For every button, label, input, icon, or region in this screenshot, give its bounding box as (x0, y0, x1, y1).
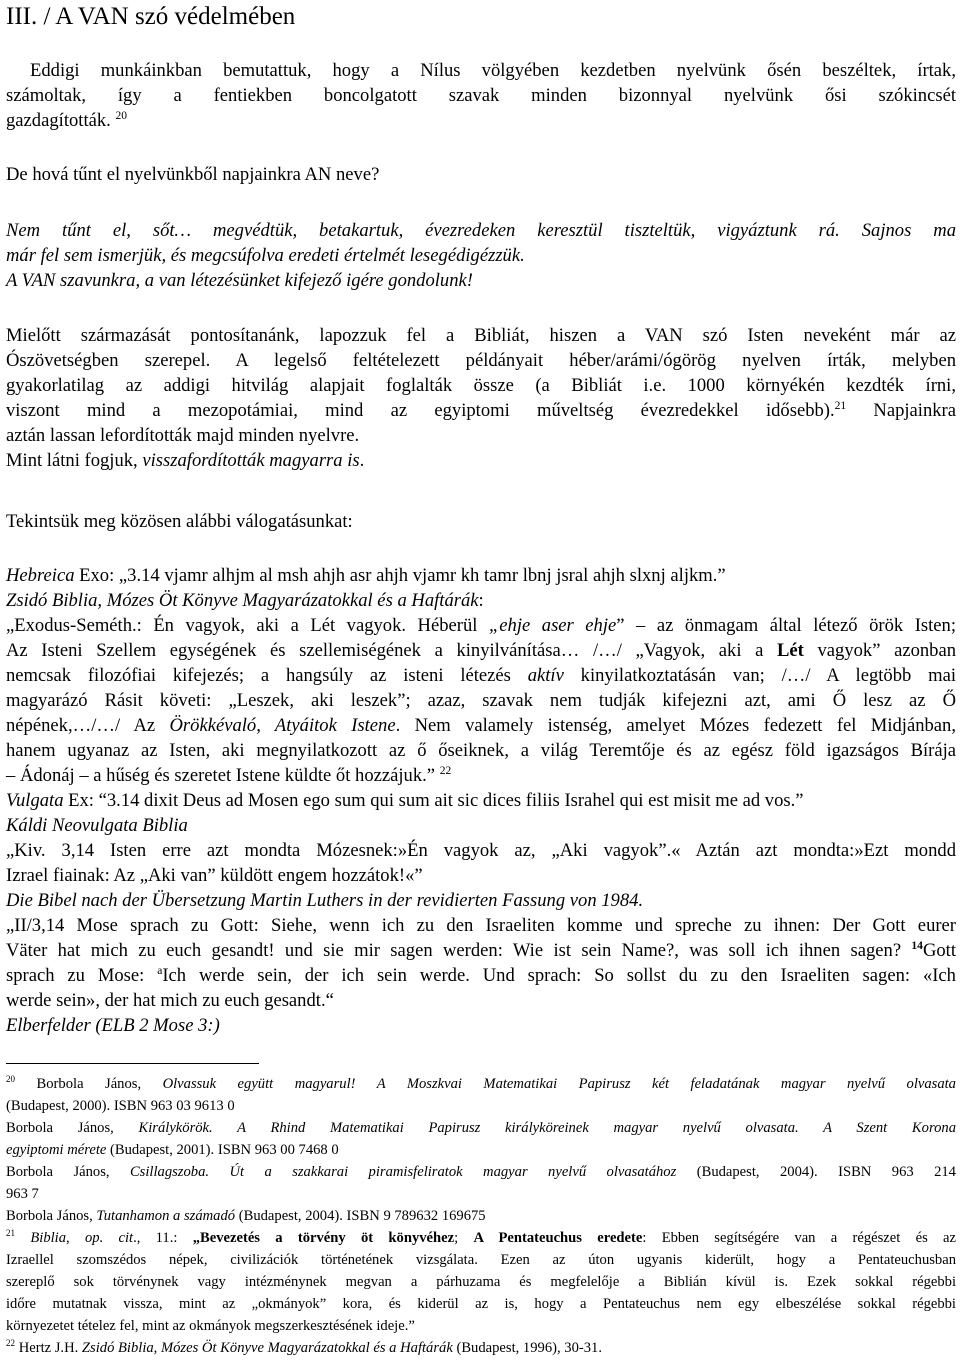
intro-line-1: Eddigi munkáinkban bemutattuk, hogy a Nílus völgyében kezdetben nyelvünk ősén beszéltek, írtak, (30, 60, 956, 81)
italic-line-3: A VAN szavunkra, a van létezésünket kifejező igére gondolunk! (6, 270, 473, 291)
origin-line-4-text: viszont mind a mezopotámiai, mind az egyiptomi műveltség évezredekkel idősebb). (6, 400, 835, 421)
section-heading: III. / A VAN szó védelmében (6, 3, 296, 30)
hebreica-line (6, 563, 956, 588)
elberfelder-title: Elberfelder (ELB 2 Mose 3:) (6, 1015, 220, 1036)
hebreica-text: Exo: „3.14 vjamr alhjm al msh ahjh asr ahjh vjamr kh tamr lbnj jsral ahjh slxnj aljkm.” (74, 565, 726, 586)
zsido-line-2-bold: Lét (777, 640, 804, 661)
footnote-separator (6, 1063, 259, 1064)
footnote-21-space (15, 1230, 30, 1246)
footnote-21-opcit: op. cit (84, 1230, 134, 1246)
footnote-21-semicolon: ; (454, 1230, 474, 1246)
origin-line-4 (6, 398, 956, 423)
origin-paragraph (6, 323, 956, 473)
origin-line-6-start: Mint látni fogjuk, (6, 450, 143, 471)
luther-line-2 (6, 938, 956, 963)
footnote-21-line-3: szereplő sok törvénynek vagy intézménynek megvan a párhuzama és megfelelője a Biblián kívül is. Ezek sokkal régebbi (6, 1274, 956, 1290)
origin-line-4-end: Napjainkra (846, 400, 956, 421)
zsido-colon: : (478, 590, 484, 611)
luther-line-3-start: sprach zu Mose: (6, 965, 158, 986)
footnote-21-line-5: környezetet tételez fel, mint az okmányok megszerkesztésének ideje.” (6, 1318, 415, 1334)
footnote-22-title: Zsidó Biblia, Mózes Öt Könyve Magyarázatokkal és a Haftárák (81, 1340, 453, 1356)
footnote-20-title-2-end: egyiptomi mérete (6, 1142, 107, 1158)
luther-line-3 (6, 963, 956, 988)
footnote-20-author-3: Borbola János, (6, 1164, 130, 1180)
italic-line-2: már fel sem ismerjük, és megcsúfolva eredeti értelmét lesegédigézzük. (6, 245, 525, 266)
quotes-block (6, 563, 956, 1038)
luther-note-a: a (157, 964, 163, 977)
zsido-line-7-text: – Ádonáj – a hűség és szeretet Istene küldte őt hozzájuk.” (6, 765, 436, 786)
kaldi-title: Káldi Neovulgata Biblia (6, 815, 188, 836)
footnote-20-line-2: (Budapest, 2000). ISBN 963 03 9613 0 (6, 1098, 235, 1114)
zsido-line-3-end: kinyilatkoztatásán van; /…/ A legtöbb mai (563, 665, 956, 686)
zsido-line-5-italic: Örökkévaló, Atyáitok Istene (169, 715, 396, 736)
footnote-21-biblia: Biblia (30, 1230, 67, 1246)
origin-line-3: gyakorlatilag az addigi hitvilág alapjait foglalták össze (a Bibliát i.e. 1000 környékén kezdték írni, (6, 375, 956, 396)
footnote-21-line-1 (6, 1227, 956, 1249)
footnote-20-pub-3: (Budapest, 2004). ISBN 963 214 (676, 1164, 956, 1180)
footnote-20-author: Borbola János, (15, 1076, 163, 1092)
zsido-line-5-end: . Nem valamely istenség, amelyet Mózes fedezett fel Midjánban, (395, 715, 956, 736)
footnote-20-line-7 (6, 1205, 956, 1227)
zsido-line-5-start: népének,…/…/ Az (6, 715, 170, 736)
footnote-20-author-2: Borbola János, (6, 1120, 139, 1136)
luther-title: Die Bibel nach der Übersetzung Martin Luthers in der revidierten Fassung von 1984. (6, 890, 644, 911)
luther-line-2-end: Gott (922, 940, 956, 961)
footnote-20-author-4: Borbola János, (6, 1208, 97, 1224)
luther-line-2-start: Väter hat mich zu euch gesandt! und sie mir sagen werden: Wie ist sein Name?, was soll ich ihnen sagen? (6, 940, 912, 961)
zsido-title: Zsidó Biblia, Mózes Öt Könyve Magyarázatokkal és a Haftárák (6, 590, 479, 611)
kaldi-line-1: „Kiv. 3,14 Isten erre azt mondta Mózesnek:»Én vagyok az, „Aki vagyok”.« Aztán azt mondta:»Ezt mondd (6, 840, 956, 861)
footnote-22-line-1 (6, 1337, 956, 1359)
selection-text: Tekintsük meg közösen alábbi válogatásunkat: (6, 511, 353, 532)
footnote-20-pub-4: (Budapest, 2004). ISBN 9 789632 169675 (235, 1208, 486, 1224)
luther-line-4: werde sein», der hat mich zu euch gesandt.“ (6, 990, 334, 1011)
origin-line-2: Ószövetségben szerepel. A legelső feltételezett példányait héber/arámi/ógörög nyelven írták, melyben (6, 350, 956, 371)
question-text: De hová tűnt el nyelvünkből napjainkra AN neve? (6, 164, 380, 185)
luther-line-3-end: Ich werde sein, der ich sein werde. Und sprach: So sollst du zu den Israeliten sagen: «Ich (162, 965, 956, 986)
zsido-line-5 (6, 713, 956, 738)
footnote-21-line-4: időre mutatnak vissza, mint az „okmányok” kora, és kiderül az is, hogy a Pentateuchus nem egy elbeszélése sokkal régebbi (6, 1296, 956, 1312)
footnote-20-title-2: Királykörök. A Rhind Matematikai Papirusz királyköreinek magyar nyelvű olvasata. A Szent Korona (138, 1120, 956, 1136)
zsido-line-2-start: Az Isteni Szellem egységének és szellemiségének a kinyilvánítása… /…/ „Vagyok, aki a (6, 640, 777, 661)
origin-line-6-end: . (359, 450, 365, 471)
footnote-21-number: 21 (6, 1228, 16, 1239)
footnote-20-line-4 (6, 1139, 956, 1161)
hebreica-label: Hebreica (6, 565, 75, 586)
footnote-21-bold-2: A Pentateuchus eredete (473, 1230, 643, 1246)
vulgata-text: Ex: “3.14 dixit Deus ad Mosen ego sum qui sum ait sic dices filiis Israhel qui est misit me ad vos.” (63, 790, 804, 811)
footnote-21-bold-1: „Bevezetés a törvény öt könyvéhez (192, 1230, 455, 1246)
zsido-line-3 (6, 663, 956, 688)
zsido-line-2 (6, 638, 956, 663)
zsido-line-1-start: „Exodus-Seméth.: Én vagyok, aki a Lét vagyok. Héberül (6, 615, 489, 636)
vulgata-label: Vulgata (6, 790, 64, 811)
footnote-20-line-3 (6, 1117, 956, 1139)
footnote-ref-20[interactable]: 20 (115, 109, 127, 122)
luther-line-1: „II/3,14 Mose sprach zu Gott: Siehe, wenn ich zu den Israeliten komme und spreche zu ihnen: Der Gott eurer (6, 915, 956, 936)
footnote-21-text-1: : Ebben segítségére van a régészet és az (642, 1230, 957, 1246)
zsido-title-line (6, 588, 956, 613)
vulgata-line (6, 788, 956, 813)
footnote-20-pub-2: (Budapest, 2001). ISBN 963 00 7468 0 (106, 1142, 339, 1158)
footnotes-block (6, 1073, 956, 1359)
question-paragraph (6, 162, 956, 187)
zsido-line-6: hanem ugyanaz az Isten, aki megnyilatkozott az ő őseiknek, a világ Teremtője és az egész föld igazságos Bírája (6, 740, 956, 761)
italic-paragraph (6, 218, 956, 293)
intro-line-3 (6, 108, 956, 133)
zsido-line-4: magyarázó Rásit követi: „Leszek, aki leszek”; azaz, szavak nem tudják kifejezni azt, ami Ő lesz az Ő (6, 690, 956, 711)
selection-paragraph (6, 509, 956, 534)
origin-line-5: aztán lassan lefordították majd minden nyelvre. (6, 425, 360, 446)
footnote-20-title-3: Csillagszoba. Út a szakkarai piramisfeliratok magyar nyelvű olvasatához (129, 1164, 677, 1180)
origin-line-6 (6, 448, 956, 473)
italic-line-1: Nem tűnt el, sőt… megvédtük, betakartuk, évezredeken keresztül tiszteltük, vigyáztunk rá. Sajnos ma (6, 220, 956, 241)
zsido-line-3-italic: aktív (527, 665, 564, 686)
kaldi-line-2: Izrael fiainak: Az „Aki van” küldött engem hozzátok!«” (6, 865, 423, 886)
footnote-20-title: Olvassuk együtt magyarul! A Moszkvai Matematikai Papirusz két feladatának magyar nyelvű olvasata (162, 1076, 956, 1092)
intro-line-2: számoltak, így a fentiekben boncolgatott szavak minden bizonnyal nyelvünk ősi szókincsét (6, 85, 956, 106)
intro-line-3-text: gazdagították. (6, 110, 111, 131)
intro-paragraph (6, 58, 956, 133)
footnote-ref-22[interactable]: 22 (439, 764, 452, 777)
footnote-20-number: 20 (6, 1074, 16, 1085)
zsido-line-1-end: ” – az önmagam által létező örök Isten; (616, 615, 957, 636)
zsido-line-1 (6, 613, 956, 638)
zsido-line-2-end: vagyok” azonban (803, 640, 957, 661)
footnote-20-line-1 (6, 1073, 956, 1095)
footnote-20-title-4: Tutanhamon a számadó (96, 1208, 236, 1224)
footnote-22-author: Hertz J.H. (15, 1340, 82, 1356)
origin-line-1: Mielőtt származását pontosítanánk, lapozzuk fel a Bibliát, hiszen a VAN szó Isten neveként már az (6, 325, 956, 346)
footnote-22-pub: (Budapest, 1996), 30-31. (452, 1340, 602, 1356)
footnote-22-number: 22 (6, 1338, 16, 1349)
zsido-line-7 (6, 763, 956, 788)
footnote-20-line-5 (6, 1161, 956, 1183)
zsido-line-3-start: nemcsak filozófiai kifejezés; a hangsúly az isteni létezés (6, 665, 528, 686)
footnote-ref-21[interactable]: 21 (834, 399, 847, 412)
footnote-21-line-2: Izraellel szomszédos népek, civilizációk történetének vizsgálata. Ezen az úton ugyanis kiderült, hogy a Pentateuchusban (6, 1252, 956, 1268)
footnote-21-comma: , (66, 1230, 85, 1246)
luther-verse-14: 14 (911, 939, 923, 952)
footnote-21-page: ., 11.: (133, 1230, 193, 1246)
zsido-line-1-italic: „ehje aser ehje (488, 615, 617, 636)
origin-line-6-italic: visszafordították magyarra is (142, 450, 360, 471)
footnote-20-line-6: 963 7 (6, 1186, 39, 1202)
